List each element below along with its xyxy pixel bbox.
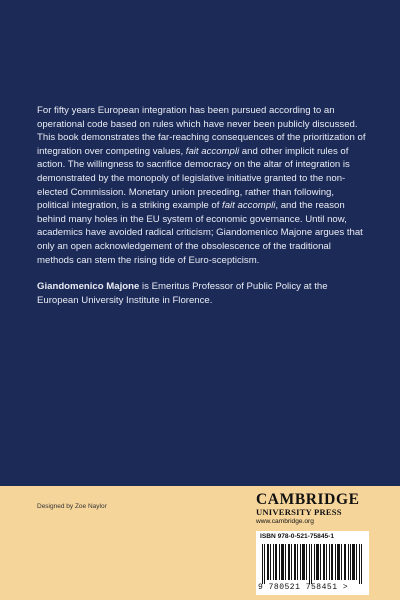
author-paragraph: [37, 280, 367, 307]
author-name: Giandomenico Majone: [37, 281, 140, 293]
isbn-label: ISBN 978-0-521-75845-1: [260, 533, 335, 540]
publisher-subtitle: UNIVERSITY PRESS: [256, 507, 342, 517]
description-emphasis-1: fait accompli: [185, 145, 240, 157]
isbn-digits: 9 780521 758451 >: [258, 583, 349, 592]
publisher-url: www.cambridge.org: [256, 518, 314, 525]
author-bio: is Emeritus Professor of Public Policy at the European University Institute in Florence.: [37, 281, 328, 306]
publisher-name: CAMBRIDGE: [256, 491, 360, 508]
description-emphasis-2: fait accompli: [222, 200, 276, 212]
description-part-2: and other implicit rules of action. The willingness to sacrifice democracy on the altar of integration is demonstrated by the monopoly of legislative initiative granted to the non-elected Commission. Monetary union preceding, rather than following, political integration, is a striking example of: [37, 145, 350, 212]
barcode-box: [256, 531, 369, 595]
barcode-icon: [262, 544, 364, 584]
description-paragraph: [37, 104, 367, 267]
footer-band: [0, 486, 400, 600]
description-part-3: , and the reason behind many holes in the EU system of economic governance. Until now, academics have avoided radical criticism; Giandomenico Majone argues that only an open acknowledgement of the obsolescence of the traditional methods can stem the rising tide of Euro-scepticism.: [37, 200, 363, 266]
designer-credit: Designed by Zoe Naylor: [37, 503, 107, 510]
description-part-1: For fifty years European integration has been pursued according to an operational code based on rules which have never been publicly discussed. This book demonstrates the far-reaching consequences of the prioritization of integration over competing values,: [37, 105, 366, 157]
publisher-logo: [256, 492, 368, 526]
back-cover-blurb: [37, 104, 367, 307]
